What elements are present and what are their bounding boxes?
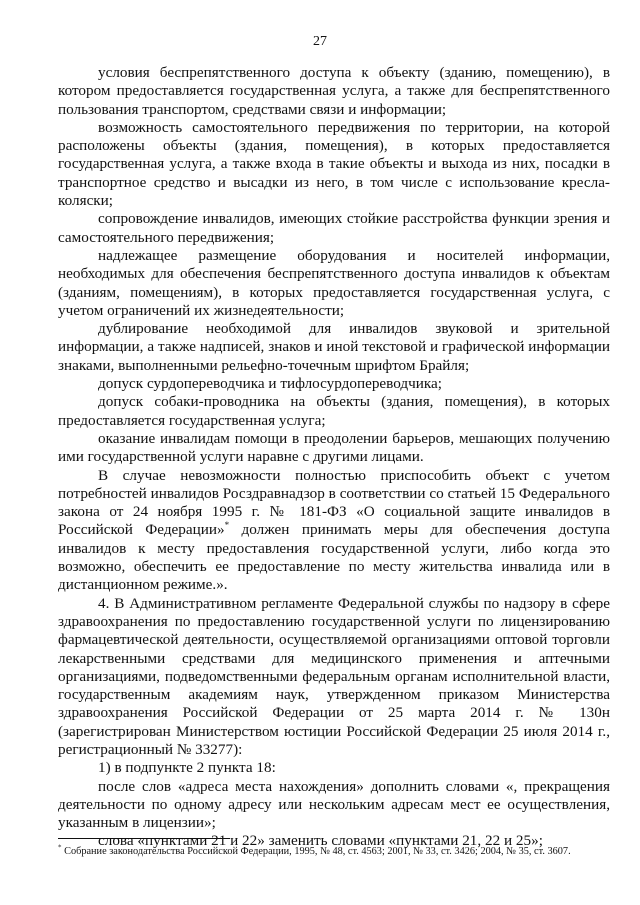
footnote-separator <box>58 838 230 839</box>
paragraph: условия беспрепятственного доступа к объекту (зданию, помещению), в котором предоставляется государственная услуга, а также для беспрепятственного пользования транспортом, средствами связи и информации; <box>58 64 610 118</box>
paragraph-with-footnote-ref <box>58 467 610 595</box>
paragraph: допуск сурдопереводчика и тифлосурдопереводчика; <box>98 375 442 393</box>
paragraph: оказание инвалидам помощи в преодолении барьеров, мешающих получению ими государственной услуги наравне с другими лицами. <box>58 429 610 466</box>
footnote-text: Собрание законодательства Российской Федерации, 1995, № 48, ст. 4563; 2001, № 33, ст. 3426; 2004, № 35, ст. 3607. <box>61 846 571 857</box>
footnote-reference-mark: * <box>224 520 230 531</box>
paragraph: допуск собаки-проводника на объекты (здания, помещения), в которых предоставляется государственная услуга; <box>58 393 610 429</box>
paragraph: после слов «адреса места нахождения» дополнить словами «, прекращения деятельности по одному адресу или нескольким адресам мест ее осуществления, указанным в лицензии»; <box>58 777 610 832</box>
footnote <box>58 845 618 858</box>
paragraph-text: должен принимать меры для обеспечения доступа инвалидов к месту предоставления государственной услуги, либо когда это возможно, обеспечить ее предоставление по месту жительства инвалида или в дистанционном режиме.». <box>58 521 610 594</box>
footnote-mark: * <box>58 843 62 852</box>
paragraph: 4. В Административном регламенте Федеральной службы по надзору в сфере здравоохранения по предоставлению государственной услуги по лицензированию фармацевтической деятельности, осуществляемой организациями оптовой торговли лекарственными средствами для медицинского применения и аптечными организациями, подведомственными федеральным органам исполнительной власти, государственным академиям наук, утвержденном приказом Министерства здравоохранения Российской Федерации от 25 марта 2014 г. № 130н (зарегистрирован Министерством юстиции Российской Федерации 25 июля 2014 г., регистрационный № 33277): <box>58 594 610 758</box>
page-number: 27 <box>313 34 327 49</box>
paragraph-text: В случае невозможности полностью приспособить объект с учетом потребностей инвалидов Росздравнадзор в соответствии со статьей 15 Федерального закона от 24 ноября 1995 г. № 181-ФЗ «О социальной защите инвалидов в Российской Федерации» <box>58 466 610 539</box>
paragraph: сопровождение инвалидов, имеющих стойкие расстройства функции зрения и самостоятельного передвижения; <box>58 210 610 246</box>
paragraph: возможность самостоятельного передвижения по территории, на которой расположены объекты (здания, помещения), в которых предоставляется государственная услуга, а также входа в такие объекты и выхода из них, посадки в транспортное средство и высадки из него, в том числе с использование кресла-коляски; <box>58 118 610 210</box>
paragraph: слова «пунктами 21 и 22» заменить словами «пунктами 21, 22 и 25»; <box>98 832 543 850</box>
document-body <box>58 64 610 851</box>
paragraph: надлежащее размещение оборудования и носителей информации, необходимых для обеспечения беспрепятственного доступа инвалидов к объектам (зданиям, помещениям), в которых предоставляется государственная услуга, с учетом ограничений их жизнедеятельности; <box>58 246 610 319</box>
paragraph: дублирование необходимой для инвалидов звуковой и зрительной информации, а также надписей, знаков и иной текстовой и графической информации знаками, выполненными рельефно-точечным шрифтом Брайля; <box>58 320 610 374</box>
paragraph: 1) в подпункте 2 пункта 18: <box>98 759 276 777</box>
